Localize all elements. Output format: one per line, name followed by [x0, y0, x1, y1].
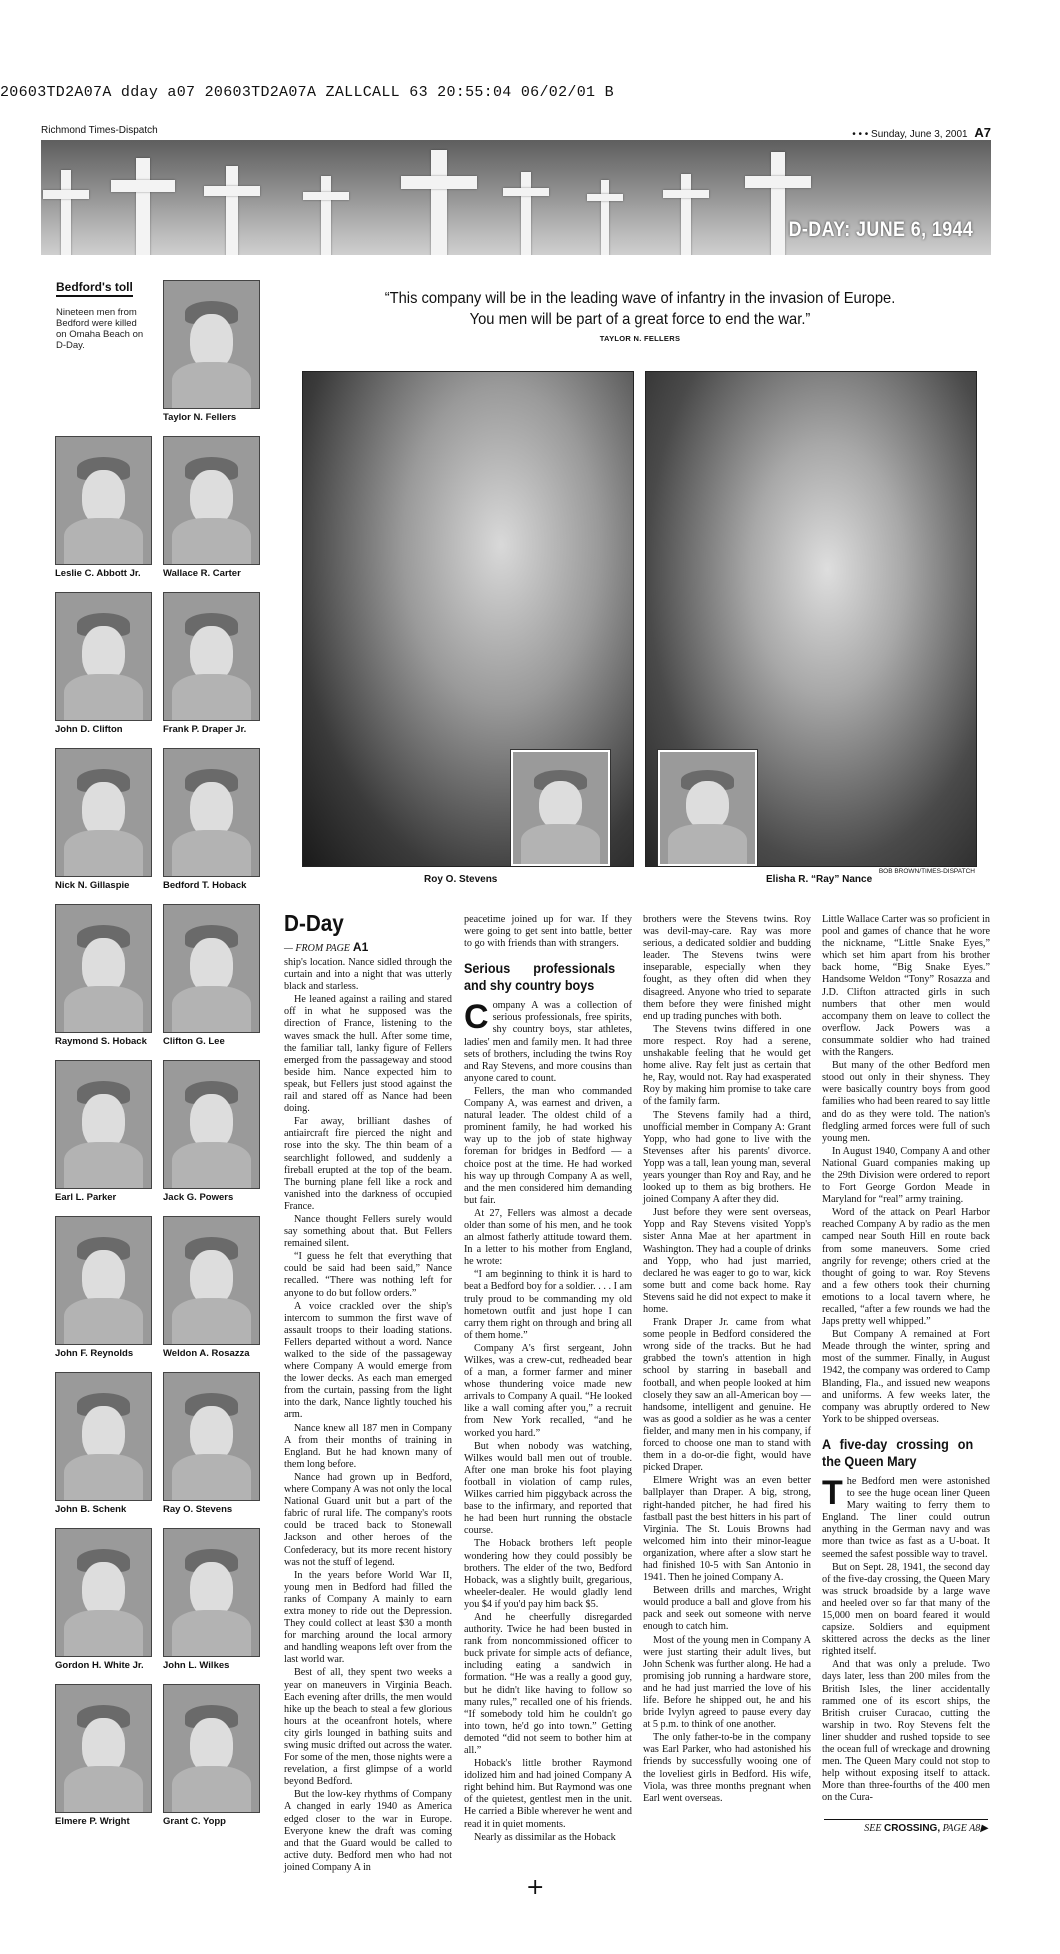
subhead-five-day-crossing: A five-day crossing on the Queen Mary: [822, 1435, 974, 1469]
portrait-photo: [163, 592, 260, 721]
portrait-name: John L. Wilkes: [163, 1660, 230, 1671]
article-paragraph: Far away, brilliant dashes of antiaircraft fire pierced the night and rose into the sky. The thin beam of a searchlight followed, and suddenly a fireball erupted at the top of the beam. The burning plane fell like a rock and vanished into the darkness of occupied France.: [284, 1116, 452, 1212]
article-paragraph: He leaned against a railing and stared off in what he supposed was the direction of France, listening to the waves smack the hull. After some time, the familiar tall, lanky figure of Fellers emerged from the passageway and stood beside him. Nance expected him to speak, but Fellers just stood against the rail and stared off as Nance had been doing.: [284, 994, 452, 1115]
article-paragraph: Little Wallace Carter was so proficient in pool and games of chance that he wore the nickname, “Little Snake Eyes,” which set him apart from his brother back home, “Big Snake Eyes.” Handsome Weldon “Tony” Rosazza and J.D. Clifton attracted girls in such numbers that other men would accompany them on leave to collect the overflow. Jack Powers was a consummate soldier who had trained with the Rangers.: [822, 914, 990, 1059]
portrait-photo: [55, 1216, 152, 1345]
portrait-name: Leslie C. Abbott Jr.: [55, 568, 141, 579]
article-paragraph: Frank Draper Jr. came from what some people in Bedford considered the wrong side of the tracks. But he had grabbed the town's attention in high school by starring in baseball and football, and when people looked at him closely they saw an all-American boy — handsome, intelligent and genuine. He was as good a soldier as he was a center fielder, and many men in his company, if forced to choose one man to stand with them in a do-or-die fight, would have picked Draper.: [643, 1317, 811, 1474]
article-paragraph: Nance knew all 187 men in Company A from their months of training in England. But he had known many of them long before.: [284, 1422, 452, 1470]
banner-title: D-DAY: JUNE 6, 1944: [788, 218, 973, 241]
jump-from: — FROM PAGE A1: [284, 940, 369, 954]
portrait-name: Earl L. Parker: [55, 1192, 117, 1203]
article-paragraph: In August 1940, Company A and other National Guard companies making up the 29th Division were ordered to report to Fort George Gordon Meade in Maryland for “real” army training.: [822, 1145, 990, 1206]
article-column-3: [643, 914, 811, 1806]
portrait-photo: [163, 1528, 260, 1657]
portrait-name: Raymond S. Hoback: [55, 1036, 147, 1047]
header-dots: • • •: [852, 129, 869, 140]
portrait-name: Elmere P. Wright: [55, 1816, 130, 1827]
article-paragraph: Company A was a collection of serious professionals, free spirits, shy country boys, star athletes, ladies' men and family men. It had three sets of brothers, including the twins Roy and Ray Stevens, and more cousins than anyone cared to count.: [464, 998, 632, 1084]
portrait-photo: [163, 1684, 260, 1813]
photo-caption-left: Roy O. Stevens: [424, 874, 498, 885]
column-4-continued: [822, 1473, 990, 1805]
toll-title: Bedford's toll: [56, 280, 133, 297]
pull-quote: [327, 288, 953, 330]
portrait-name: Wallace R. Carter: [163, 568, 241, 579]
article-paragraph: Nance thought Fellers surely would say something about that. But Fellers remained silent.: [284, 1213, 452, 1250]
article-paragraph: brothers were the Stevens twins. Roy was devil-may-care. Ray was more serious, a dedicated soldier and budding leader. The Stevens twins were inseparable, especially when they fought, as they often did when they disagreed. Anyone who tried to separate them before they were finished might end up trading punches with both.: [643, 914, 811, 1022]
article-paragraph: But when nobody was watching, Wilkes would ball men out of trouble. After one man broke his foot playing football in violation of camp rules, Wilkes carried him piggyback across the base to the infirmary, and reported that he had been hurt running the obstacle course.: [464, 1440, 632, 1537]
article-paragraph: The Bedford men were astonished to see the huge ocean liner Queen Mary waiting to ferry them to England. The liner could outrun anything in the German navy and was more than twice as fast as a U-boat. It seemed the safest possible way to travel.: [822, 1473, 990, 1560]
article-paragraph: But on Sept. 28, 1941, the second day of the five-day crossing, the Queen Mary was struck broadside by a large wave and heeled over so far that many of the 15,000 men on board feared it would capsize. Soldiers and equipment skittered across the decks as the liner righted itself.: [822, 1561, 990, 1658]
portrait-name: Clifton G. Lee: [163, 1036, 225, 1047]
article-paragraph: And he cheerfully disregarded authority. Twice he had been busted in rank from noncommissioned officer to buck private for simple acts of defiance, including eating a sandwich in formation. “He was a really a good guy, but he didn't like having to follow so many rules,” recalled one of his friends. “If somebody told him he couldn't go into town, he'd go into town.” Getting demoted “did not seem to bother him at all.”: [464, 1611, 632, 1756]
article-column-2: [464, 914, 632, 1845]
photo-roy-stevens: [302, 371, 634, 867]
portrait-photo: [55, 904, 152, 1033]
article-paragraph: ship's location. Nance sidled through the curtain and into a night that was utterly black and starless.: [284, 957, 452, 993]
toll-text: Nineteen men from Bedford were killed on Omaha Beach on D-Day.: [56, 307, 144, 351]
pull-quote-attribution: TAYLOR N. FELLERS: [599, 334, 681, 343]
article-paragraph: But Company A remained at Fort Meade through the winter, spring and most of the summer. Finally, in August 1942, the company was ordered to Camp Blanding, Fla., and issued new weapons and uniforms. A few weeks later, the company was abruptly ordered to New York to be shipped overseas.: [822, 1329, 990, 1425]
registration-mark: +: [526, 1875, 545, 1900]
subhead-serious-professionals: Serious professionals and shy country boys: [464, 960, 616, 994]
article-paragraph: Nearly as dissimilar as the Hoback: [474, 1831, 616, 1843]
article-paragraph: But many of the other Bedford men stood out only in their shyness. They were basically country boys from good families who had been reared to say little and do as they were told. The nation's fledgling armed forces were full of such young men.: [822, 1060, 990, 1144]
page-number: A7: [974, 125, 991, 140]
newspaper-name: Richmond Times-Dispatch: [41, 125, 158, 136]
portrait-photo: [163, 1216, 260, 1345]
column-2-body: [464, 1000, 632, 1843]
photo-ray-nance: [645, 371, 977, 867]
article-paragraph: Nance had grown up in Bedford, where Company A was not only the local National Guard unit but a part of the fabric of rural life. The company's roots could be traced back to Stonewall Jackson and other heroes of the Confederacy, but its more recent history was not the stuff of legend.: [284, 1471, 452, 1568]
article-paragraph: At 27, Fellers was almost a decade older than some of his men, and he took an almost fatherly attitude toward them. In a letter to his mother from England, he wrote:: [464, 1207, 632, 1268]
portrait-name: John B. Schenk: [55, 1504, 127, 1515]
header-date: Sunday, June 3, 2001: [871, 129, 968, 140]
portrait-photo: [163, 280, 260, 409]
article-paragraph: Between drills and marches, Wright would produce a ball and glove from his pack and seek out someone with nerve enough to catch him.: [643, 1585, 811, 1633]
article-paragraph: Hoback's little brother Raymond idolized him and had joined Company A right behind him. But Raymond was one of the quietest, gentlest men in the unit. He carried a Bible wherever he went and read it in quiet moments.: [464, 1758, 632, 1830]
portrait-name: Gordon H. White Jr.: [55, 1660, 144, 1671]
article-paragraph: The Stevens twins differed in one more respect. Roy had a serene, unshakable feeling that he would get home alive. Ray felt just as certain that he, Ray, would not. Ray had exasperated Roy by making him promise to take care of the family farm.: [643, 1023, 811, 1108]
article-paragraph: Best of all, they spent two weeks a year on maneuvers in Virginia Beach. Each evening after drills, the men would hike up the beach to steal a few glorious hours at the oceanfront hotels, where city girls lounged in bathing suits and swing music drifted out across the water. For some of the men, those nights were a revelation, a first glimpse of a world beyond Bedford.: [284, 1667, 452, 1788]
inset-portrait-ray: [658, 750, 757, 866]
portrait-photo: [163, 748, 260, 877]
portrait-photo: [55, 1684, 152, 1813]
article-paragraph: The only father-to-be in the company was Earl Parker, who had astonished his friends by successfully wooing one of the loveliest girls in Bedford. His wife, Viola, was three months pregnant when Earl went overseas.: [643, 1732, 811, 1804]
article-column-1: [284, 957, 452, 1875]
portrait-photo: [55, 436, 152, 565]
portrait-photo: [163, 436, 260, 565]
portrait-photo: [55, 1372, 152, 1501]
article-paragraph: The Hoback brothers left people wondering how they could possibly be brothers. The elder of the two, Bedford Hoback, was a slightly built, gregarious, wheeler-dealer. He would gladly lend you $4 if you'd pay him back $5.: [464, 1538, 632, 1610]
pull-quote-line-2: You men will be part of a great force to end the war.”: [469, 311, 811, 328]
jump-to-line[interactable]: SEE CROSSING, PAGE A8▶: [824, 1819, 988, 1834]
column-4-body: [822, 914, 990, 1426]
article-paragraph: Fellers, the man who commanded Company A, was earnest and driven, a natural leader. The oldest child of a prominent family, he had worked his way up to the job of state highway foreman for bridges in Bedford — a choice post at the time. He had worked his way up through Company A as well, and the men considered him demanding but fair.: [464, 1085, 632, 1206]
portrait-photo: [55, 1528, 152, 1657]
portrait-photo: [163, 1060, 260, 1189]
page-header-right: [852, 125, 991, 140]
inset-portrait-roy: [511, 750, 610, 866]
cemetery-banner-photo: [41, 140, 991, 255]
article-paragraph: Elmere Wright was an even better ballplayer than Draper. A big, strong, right-handed pitcher, he had fired his fastball past the best hitters in his part of Virginia. The St. Louis Browns had welcomed him into their minor-league organization, where after a slow start he had finished 10-5 with San Antonio in 1941. Then he joined Company A.: [643, 1475, 811, 1584]
article-paragraph: “I am beginning to think it is hard to beat a Bedford boy for a soldier. . . . I am truly proud to be commanding my old hometown outfit and just hope I can carry them right on through and bring all of them home.”: [464, 1269, 632, 1341]
article-column-4: [822, 914, 990, 1805]
portrait-photo: [55, 748, 152, 877]
portrait-name: Weldon A. Rosazza: [163, 1348, 250, 1359]
portrait-name: Bedford T. Hoback: [163, 880, 247, 891]
column-2-intro: peacetime joined up for war. If they were going to get sent into battle, better to go with friends than with strangers.: [464, 914, 632, 950]
photo-credit: BOB BROWN/TIMES-DISPATCH: [878, 868, 975, 875]
article-paragraph: Company A's first sergeant, John Wilkes, was a crew-cut, redheaded bear of a man, a former farmer and miner whose thundering voice made new arrivals to Company A quail. “He looked like a wall coming after you,” a recruit from New York recalled, “and he worked you hard.”: [464, 1342, 632, 1439]
article-paragraph: A voice crackled over the ship's intercom to summon the first wave of assault troops to their loading stations. Fellers departed without a word. Nance walked to the side of the passageway where Company A would emerge from the lower decks. As each man emerged from the curtain, passing from the light into the dark, Nance lightly touched his arm.: [284, 1300, 452, 1421]
portrait-photo: [55, 592, 152, 721]
portrait-name: Grant C. Yopp: [163, 1816, 226, 1827]
portrait-name: Jack G. Powers: [163, 1192, 234, 1203]
article-paragraph: “I guess he felt that everything that could be said had been said,” Nance recalled. “There was nothing left for anyone to do but follow orders.”: [284, 1251, 452, 1299]
article-paragraph: Most of the young men in Company A were just starting their adult lives, but John Schenk was further along. He had a promising job running a hardware store, and he had just married the love of his life. Before he shipped out, he and his bride Ivylyn agreed to pause every day at 5 p.m. to think of one another.: [643, 1634, 811, 1731]
article-paragraph: Word of the attack on Pearl Harbor reached Company A by radio as the men camped near South Hill en route back from some maneuvers. Some cried angrily for revenge; others cried at the thought of going to war. Roy Stevens and a few others took their churning emotions to a local tavern where, he recalled, “after a few rounds we had the Japs pretty well whipped.”: [822, 1207, 990, 1328]
drop-cap: C: [464, 998, 489, 1037]
portrait-name: Frank P. Draper Jr.: [163, 724, 247, 735]
portrait-photo: [163, 904, 260, 1033]
portrait-photo: [55, 1060, 152, 1189]
print-slug: 20603TD2A07A dday a07 20603TD2A07A ZALLCALL 63 20:55:04 06/02/01 B: [0, 84, 614, 101]
article-paragraph: Just before they were sent overseas, Yopp and Ray Stevens visited Yopp's sister Anna Mae at her apartment in Washington. They had a couple of drinks and Yopp, who had just married, declared he was eager to go to war, kick some butt and come back home. Ray Stevens said he did not expect to make it home.: [643, 1207, 811, 1315]
portrait-name: John F. Reynolds: [55, 1348, 134, 1359]
portrait-name: Nick N. Gillaspie: [55, 880, 130, 891]
photo-caption-right: Elisha R. “Ray” Nance: [766, 874, 873, 885]
drop-cap: T: [822, 1473, 843, 1512]
article-paragraph: The Stevens family had a third, unofficial member in Company A: Grant Yopp, who had gone to live with the Stevenses after his parents' divorce. Yopp was a tall, lean young man, several years younger than Roy and Ray, and he looked up to them as big brothers. He joined Company A after they did.: [643, 1109, 811, 1206]
portrait-name: John D. Clifton: [55, 724, 123, 735]
article-paragraph: In the years before World War II, young men in Bedford had filled the ranks of Company A mainly to earn extra money to ride out the Depression. They could collect at least $30 a month for marching around the local armory and handling weapons left over from the last world war.: [284, 1569, 452, 1666]
portrait-name: Taylor N. Fellers: [163, 412, 237, 423]
pull-quote-line-1: “This company will be in the leading wave of infantry in the invasion of Europe.: [384, 290, 896, 307]
article-title: D-Day: [284, 910, 344, 936]
article-paragraph: And that was only a prelude. Two days later, less than 200 miles from the British Isles, the liner accidentally rammed one of its escort ships, the British cruiser Curacao, cutting the warship in two. Roy Stevens felt the liner shudder and rushed topside to see the ocean full of wreckage and drowning men. The Queen Mary could not stop to help without exposing itself to attack. More than three-fourths of the 400 men on the Cura-: [822, 1659, 990, 1804]
portrait-name: Ray O. Stevens: [163, 1504, 233, 1515]
article-paragraph: But the low-key rhythms of Company A changed in early 1940 as America edged closer to the war in Europe. Everyone knew the draft was coming and that the Guard would be called to active duty. Bedford men who had not joined Company A in: [284, 1789, 452, 1873]
portrait-photo: [163, 1372, 260, 1501]
